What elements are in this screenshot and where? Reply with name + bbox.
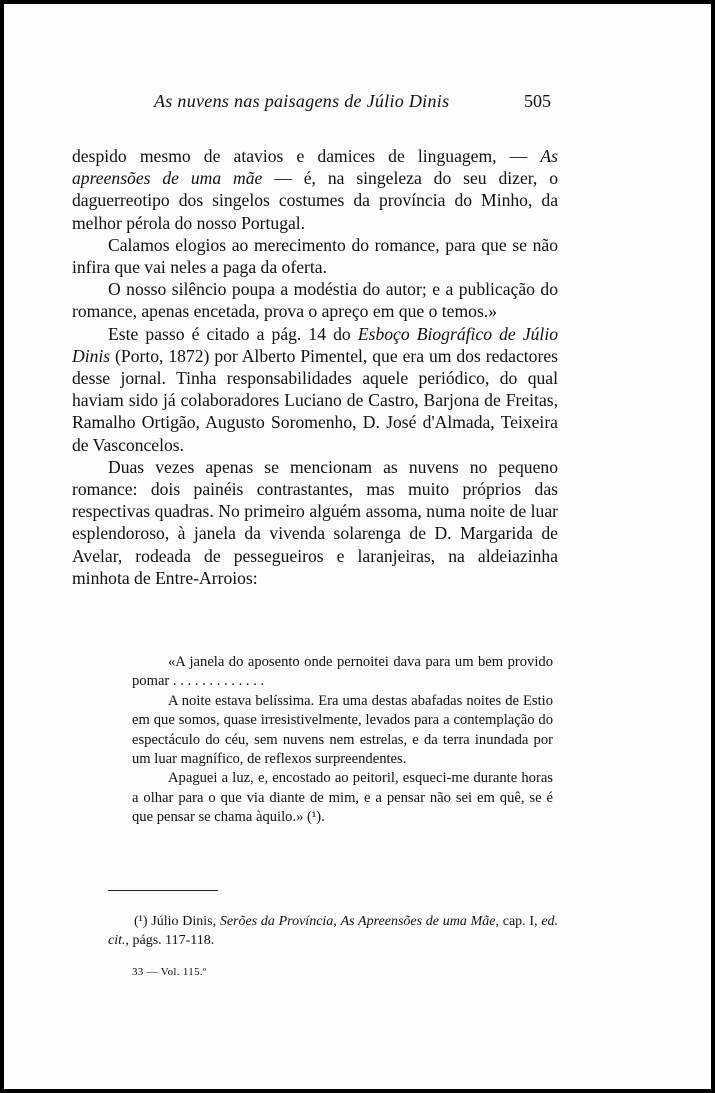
footnote-divider	[108, 890, 218, 891]
paragraph	[72, 456, 558, 589]
italic-title: As Apreensões de uma Mãe	[340, 914, 496, 929]
text-run: Este passo é citado a pág. 14 do	[108, 323, 358, 344]
block-quote	[132, 653, 553, 828]
quote-paragraph: «A janela do aposento onde pernoitei dava para um bem provido pomar . . . . . . . . . . . . .	[132, 654, 553, 690]
paragraph	[72, 234, 558, 278]
italic-title: ed. cit.	[108, 914, 559, 948]
text-run: Duas vezes apenas se mencionam as nuvens no pequeno romance: dois painéis contrastantes, mas muito próprios das respectivas quadras. No primeiro alguém assoma, numa noite de luar esplendoroso, à janela da vivenda solarenga de D. Margarida de Avelar, rodeada de pessegueiros e laranjeiras, na aldeiazinha minhota de Entre-Arroios:	[72, 456, 558, 588]
paragraph	[72, 145, 558, 234]
text-run: Calamos elogios ao merecimento do romance, para que se não infira que vai neles a paga da oferta.	[72, 234, 558, 278]
quote-paragraph: Apaguei a luz, e, encostado ao peitoril, esqueci-me durante horas a olhar para o que via diante de mim, e a pensar não sei em quê, se é que pensar se chama àquilo.» (¹).	[132, 770, 553, 826]
document-page	[4, 4, 711, 1089]
text-run: (¹) Júlio Dinis,	[134, 914, 220, 929]
text-run: — é, na singeleza do seu dizer, o daguerreotipo dos singelos costumes da província do Minho, da melhor pérola do nosso Portugal.	[72, 168, 558, 233]
text-run: (Porto, 1872) por Alberto Pimentel, que era um dos redactores desse jornal. Tinha responsabilidades aquele periódico, do qual haviam sido já colaboradores Luciano de Castro, Barjona de Freitas, Ramalho Ortigão, Augusto Soromenho, D. José d'Almada, Teixeira de Vasconcelos.	[72, 345, 558, 455]
footnote	[108, 912, 558, 950]
text-run: , págs. 117-118.	[125, 933, 215, 948]
printer-signature: 33 — Vol. 115.º	[132, 966, 207, 978]
italic-title: Esboço Biográfico de Júlio Dinis	[72, 323, 558, 366]
italic-title: Serões da Província	[219, 914, 334, 929]
text-run: despido mesmo de atavios e damices de linguagem, —	[72, 146, 541, 166]
running-title: As nuvens nas paisagens de Júlio Dinis	[154, 91, 450, 111]
text-run: ,	[333, 914, 341, 929]
text-run: , cap. I,	[495, 914, 542, 929]
paragraph	[72, 278, 558, 322]
text-run: O nosso silêncio poupa a modéstia do autor; e a publicação do romance, apenas encetada, prova o apreço em que o temos.»	[72, 279, 558, 322]
paragraph	[72, 323, 558, 456]
page-number: 505	[524, 91, 551, 111]
footnote-text	[108, 912, 558, 950]
main-text	[72, 145, 558, 589]
quote-paragraph: A noite estava belíssima. Era uma destas abafadas noites de Estio em que somos, quase irresistivelmente, levados para a contemplação do espectáculo do céu, sem nuvens nem estrelas, e da terra inundada por um luar magnífico, de reflexos surpreendentes.	[132, 692, 553, 768]
italic-title: As apreensões de uma mãe	[72, 146, 558, 189]
running-header	[4, 91, 711, 115]
